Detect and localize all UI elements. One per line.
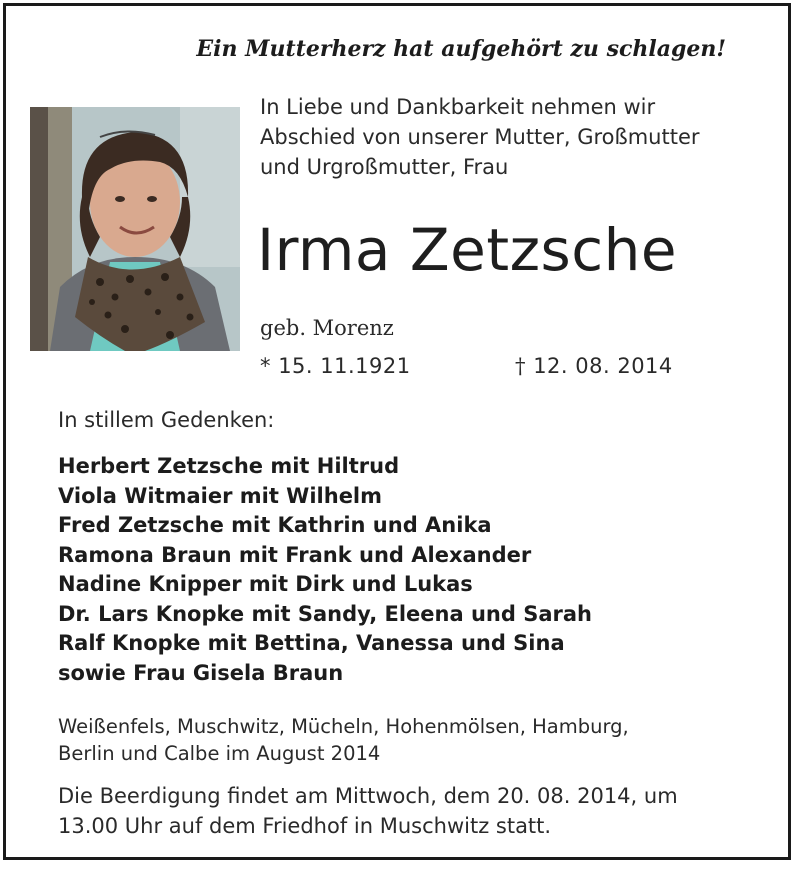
birth-date: 15. 11.1921	[278, 354, 411, 378]
intro-line: In Liebe und Dankbarkeit nehmen wir	[260, 95, 656, 119]
place-line: Weißenfels, Muschwitz, Mücheln, Hohenmölsen, Hamburg,	[58, 715, 629, 738]
deceased-name: Irma Zetzsche	[257, 216, 678, 284]
mourner-item: Viola Witmaier mit Wilhelm	[58, 483, 383, 508]
mourner-item: Herbert Zetzsche mit Hiltrud	[58, 454, 400, 478]
birth-symbol: *	[260, 354, 271, 378]
headline: Ein Mutterherz hat aufgehört zu schlagen!	[196, 36, 726, 62]
funeral-line: 13.00 Uhr auf dem Friedhof in Muschwitz statt.	[58, 814, 552, 838]
death-date-line	[515, 354, 673, 378]
death-date: 12. 08. 2014	[533, 354, 673, 378]
portrait-photo	[30, 107, 240, 351]
mourner-item: Nadine Knipper mit Dirk und Lukas	[58, 572, 473, 596]
mourners-list	[58, 452, 592, 688]
intro-text	[260, 92, 760, 182]
memory-line: In stillem Gedenken:	[58, 408, 275, 432]
intro-line: und Urgroßmutter, Frau	[260, 155, 509, 179]
place-date	[58, 713, 629, 767]
place-line: Berlin und Calbe im August 2014	[58, 742, 381, 765]
cross-icon: †	[515, 354, 526, 378]
mourner-item: Dr. Lars Knopke mit Sandy, Eleena und Sarah	[58, 601, 592, 626]
funeral-info	[58, 781, 678, 841]
mourner-item: sowie Frau Gisela Braun	[58, 660, 344, 685]
mourner-item: Ralf Knopke mit Bettina, Vanessa und Sina	[58, 631, 565, 655]
intro-line: Abschied von unserer Mutter, Großmutter	[260, 125, 700, 149]
mourner-item: Fred Zetzsche mit Kathrin und Anika	[58, 513, 492, 537]
funeral-line: Die Beerdigung findet am Mittwoch, dem 20. 08. 2014, um	[58, 784, 678, 808]
maiden-name: geb. Morenz	[260, 316, 394, 340]
mourner-item: Ramona Braun mit Frank und Alexander	[58, 542, 532, 567]
obituary-frame	[3, 3, 791, 860]
birth-date-line	[260, 354, 411, 378]
